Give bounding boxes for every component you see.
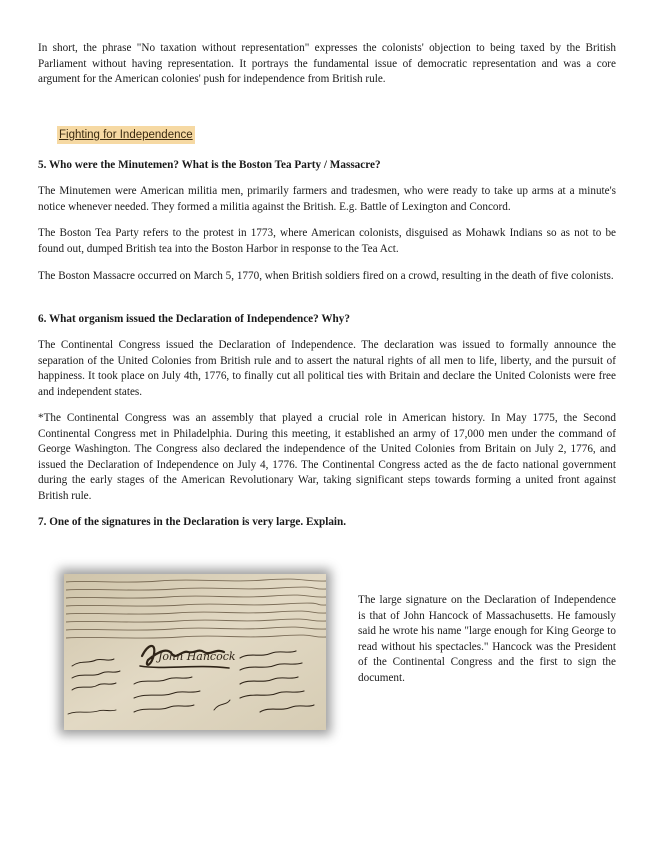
section-heading: Fighting for Independence <box>57 126 195 144</box>
intro-paragraph: In short, the phrase "No taxation without representation" expresses the colonists' objection to being taxed by the British Parliament without having representation. It portrays the fundamental issue of democratic representation and was a core argument for the American colonies' push for independence from British rule. <box>38 42 616 86</box>
answer-7-hancock: The large signature on the Declaration of Independence is that of John Hancock of Massachusetts. He famously said he wrote his name "large enough for King George to read without his spectacles." Hancock was the President of the Continental Congress and the first to sign the document. <box>358 594 616 684</box>
question-5: 5. Who were the Minutemen? What is the Boston Tea Party / Massacre? <box>38 159 381 171</box>
declaration-signatures-image <box>64 574 326 730</box>
hancock-signature-text: John Hancock <box>158 650 236 663</box>
question-6: 6. What organism issued the Declaration of Independence? Why? <box>38 313 350 325</box>
answer-6-congress: The Continental Congress issued the Declaration of Independence. The declaration was issued to formally announce the separation of the United Colonies from British rule and to assert the natural rights of all men to life, liberty, and the pursuit of happiness. It took place on July 4th, 1776, to finally cut all political ties with Britain and declare the United Colonists were free and independent states. <box>38 339 616 398</box>
answer-5-minutemen: The Minutemen were American militia men, primarily farmers and tradesmen, who were ready to take up arms at a minute's notice whenever needed. They formed a militia against the British. E.g. Battle of Lexington and Concord. <box>38 185 616 213</box>
answer-6-continental-note: *The Continental Congress was an assembly that played a crucial role in American history. In May 1775, the Second Continental Congress met in Philadelphia. During this meeting, it established an army of 17,000 men under the command of George Washington. The Congress also declared the independence of the United Colonies from Britain on July 2, 1776, and issued the Declaration of Independence on July 4, 1776. The Continental Congress acted as the de facto national government during the early stages of the American Revolutionary War, taking significant steps towards forming a united front against British rule. <box>38 412 616 502</box>
declaration-manuscript-graphic <box>64 574 326 730</box>
question-7: 7. One of the signatures in the Declaration is very large. Explain. <box>38 516 347 528</box>
answer-5-massacre: The Boston Massacre occurred on March 5, 1770, when British soldiers fired on a crowd, resulting in the death of five colonists. <box>38 270 614 282</box>
answer-5-tea-party: The Boston Tea Party refers to the protest in 1773, where American colonists, disguised as Mohawk Indians so as not to be found out, dumped British tea into the Boston Harbor in response to the Tea Act. <box>38 227 616 255</box>
